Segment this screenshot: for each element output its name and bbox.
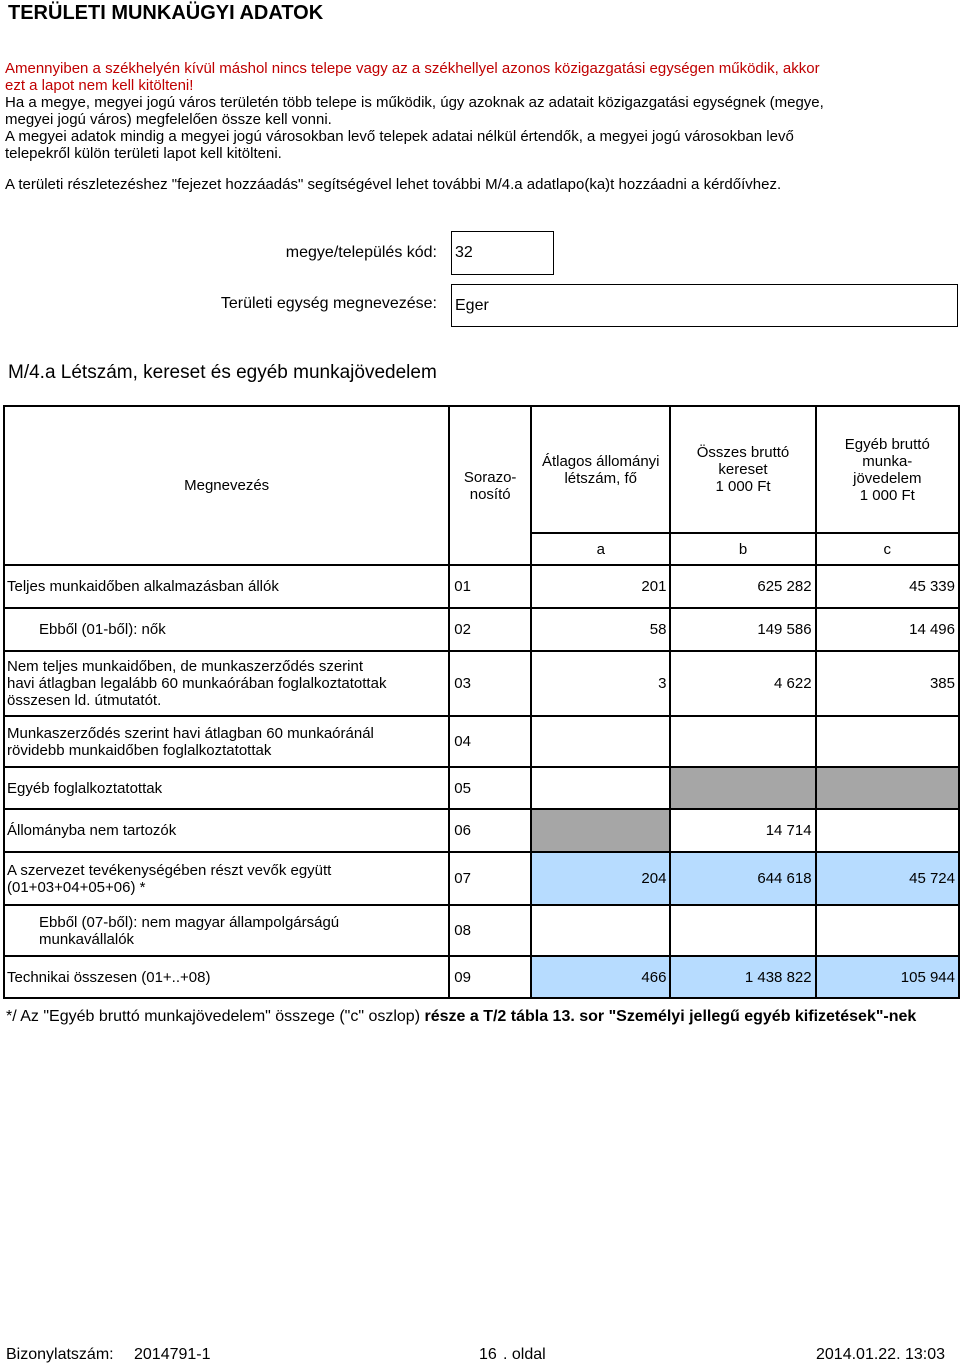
cell-c[interactable] [816,809,959,852]
cell-b[interactable] [670,716,815,767]
header-col-b: Összes bruttó kereset 1 000 Ft [670,406,815,533]
unit-name-field[interactable]: Eger [451,284,958,327]
cell-b[interactable]: 149 586 [670,608,815,651]
cell-a-computed: 204 [531,852,670,905]
row-label: Teljes munkaidőben alkalmazásban állók [4,565,449,608]
section-title: M/4.a Létszám, kereset és egyéb munkajövedelem [8,362,437,383]
cell-b-computed: 644 618 [670,852,815,905]
red-warning-line-2: ezt a lapot nem kell kitölteni! [5,77,194,94]
instruction-line-3: A területi részletezéshez "fejezet hozzáadás" segítségével lehet további M/4.a adatlapo(ka)t hozzáadni a kérdőívhez. [5,176,782,193]
row-label: Ebből (01-ből): nők [4,608,449,651]
row-code: 01 [449,565,531,608]
row-code: 02 [449,608,531,651]
instruction-line-1b: megyei jogú város) megfelelően össze kell vonni. [5,111,332,128]
col-letter-c: c [816,533,959,565]
page-number: 16 [479,1346,497,1363]
cell-a[interactable]: 3 [531,651,670,716]
document-number-label: Bizonylatszám: [6,1346,114,1363]
row-code: 03 [449,651,531,716]
header-name: Megnevezés [4,406,449,565]
instruction-line-2b: telepekről külön területi lapot kell kitölteni. [5,145,282,162]
print-datetime: 2014.01.22. 13:03 [816,1346,946,1363]
col-letter-a: a [531,533,670,565]
row-label: Egyéb foglalkoztatottak [4,767,449,809]
cell-b[interactable]: 625 282 [670,565,815,608]
table-row-08 [4,905,959,956]
row-code: 06 [449,809,531,852]
row-label: Állományba nem tartozók [4,809,449,852]
table-row-03 [4,651,959,716]
unit-name-label: Területi egység megnevezése: [220,295,437,312]
cell-c[interactable]: 385 [816,651,959,716]
instruction-line-2a: A megyei adatok mindig a megyei jogú városokban levő telepek adatai nélkül értendők, a megyei jogú városokban levő [5,128,794,145]
cell-c-disabled [816,767,959,809]
footnote [6,1008,916,1026]
row-code: 07 [449,852,531,905]
table-row-04 [4,716,959,767]
page-title: TERÜLETI MUNKAÜGYI ADATOK [8,2,324,24]
table-row-05 [4,767,959,809]
cell-c[interactable] [816,905,959,956]
cell-a[interactable] [531,905,670,956]
region-code-label: megye/település kód: [285,244,437,261]
row-label: Technikai összesen (01+..+08) [4,956,449,998]
table-row-06 [4,809,959,852]
cell-a-computed: 466 [531,956,670,998]
row-label: A szervezet tevékenységében részt vevők együtt (01+03+04+05+06) * [4,852,449,905]
red-warning-line-1: Amennyiben a székhelyén kívül máshol nincs telepe vagy az a székhellyel azonos közigazgatási egységen működik, akkor [5,60,820,77]
cell-b[interactable]: 4 622 [670,651,815,716]
footnote-bold-text: része a T/2 tábla 13. sor "Személyi jellegű egyéb kifizetések"-nek [424,1008,917,1025]
cell-c-computed: 45 724 [816,852,959,905]
row-code: 05 [449,767,531,809]
cell-a[interactable] [531,767,670,809]
header-col-a: Átlagos állományi létszám, fő [531,406,670,533]
col-letter-b: b [670,533,815,565]
cell-a[interactable] [531,716,670,767]
row-label: Ebből (07-ből): nem magyar állampolgárságú munkavállalók [4,905,449,956]
table-row-07 [4,852,959,905]
row-code: 04 [449,716,531,767]
cell-a-disabled [531,809,670,852]
cell-a[interactable]: 58 [531,608,670,651]
cell-c[interactable]: 14 496 [816,608,959,651]
page-suffix: . oldal [503,1346,546,1363]
document-number: 2014791-1 [134,1346,211,1363]
row-label: Nem teljes munkaidőben, de munkaszerződés szerint havi átlagban legalább 60 munkaórában foglalkoztatottak összesen ld. útmutatót. [4,651,449,716]
table-row-09 [4,956,959,998]
cell-c[interactable]: 45 339 [816,565,959,608]
row-label: Munkaszerződés szerint havi átlagban 60 munkaóránál rövidebb munkaidőben foglalkoztatottak [4,716,449,767]
table-row-01 [4,565,959,608]
header-code: Sorazo- nosító [449,406,531,565]
header-row [4,406,959,533]
header-col-c: Egyéb bruttó munka- jövedelem 1 000 Ft [816,406,959,533]
cell-b[interactable] [670,905,815,956]
cell-b-disabled [670,767,815,809]
data-table [3,405,960,999]
cell-c-computed: 105 944 [816,956,959,998]
cell-b[interactable]: 14 714 [670,809,815,852]
footnote-text: */ Az "Egyéb bruttó munkajövedelem" összege ("c" oszlop) [6,1008,425,1025]
row-code: 08 [449,905,531,956]
region-code-field[interactable]: 32 [451,231,554,275]
cell-b-computed: 1 438 822 [670,956,815,998]
cell-a[interactable]: 201 [531,565,670,608]
row-code: 09 [449,956,531,998]
cell-c[interactable] [816,716,959,767]
instruction-line-1a: Ha a megye, megyei jogú város területén több telepe is működik, úgy azoknak az adatait közigazgatási egységnek (megye, [5,94,824,111]
table-row-02 [4,608,959,651]
